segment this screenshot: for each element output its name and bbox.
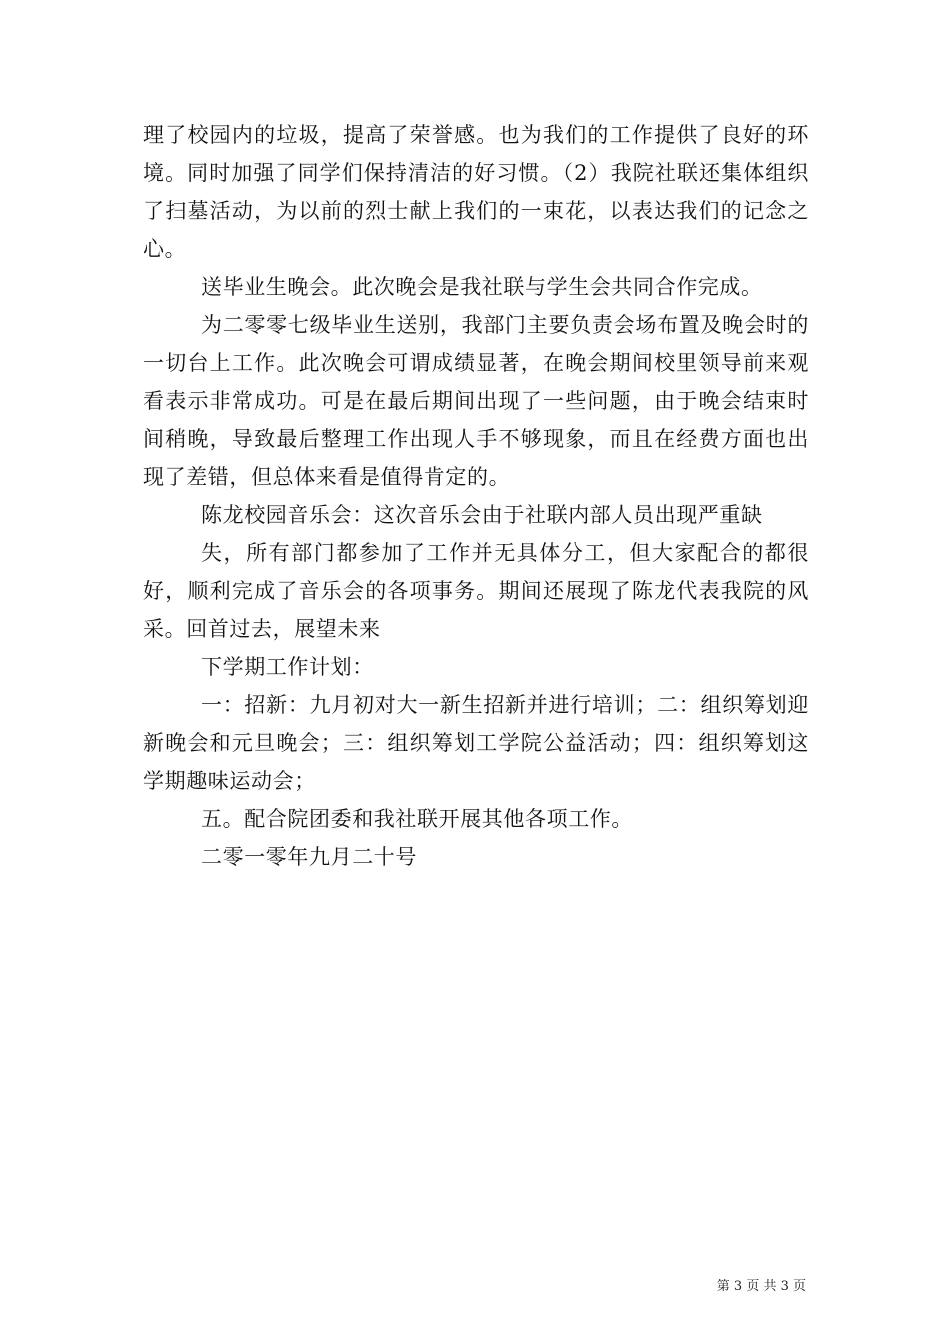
paragraph-3: 为二零零七级毕业生送别，我部门主要负责会场布置及晚会时的一切台上工作。此次晚会可谓成绩显著，在晚会期间校里领导前来观看表示非常成功。可是在最后期间出现了一些问题，由于晚会结束时间稍晚，导致最后整理工作出现人手不够现象，而且在经费方面也出现了差错，但总体来看是值得肯定的。: [143, 313, 809, 489]
paragraph-9: 二零一零年九月二十号: [201, 845, 417, 869]
document-body: [143, 116, 809, 876]
paragraph-5: 失，所有部门都参加了工作并无具体分工，但大家配合的都很好，顺利完成了音乐会的各项事务。期间还展现了陈龙代表我院的风采。回首过去，展望未来: [143, 541, 809, 641]
paragraph-1: 理了校园内的垃圾，提高了荣誉感。也为我们的工作提供了良好的环境。同时加强了同学们保持清洁的好习惯。（2）我院社联还集体组织了扫墓活动，为以前的烈士献上我们的一束花，以表达我们的记念之心。: [143, 123, 809, 261]
page-number-footer: 第 3 页 共 3 页: [716, 1279, 806, 1294]
paragraph-6: 下学期工作计划：: [201, 655, 374, 679]
paragraph-4: 陈龙校园音乐会：这次音乐会由于社联内部人员出现严重缺: [201, 503, 763, 527]
paragraph-7: 一：招新：九月初对大一新生招新并进行培训；二：组织筹划迎新晚会和元旦晚会；三：组织筹划工学院公益活动；四：组织筹划这学期趣味运动会；: [143, 693, 809, 793]
paragraph-8: 五。配合院团委和我社联开展其他各项工作。: [201, 807, 633, 831]
paragraph-2: 送毕业生晚会。此次晚会是我社联与学生会共同合作完成。: [201, 275, 763, 299]
